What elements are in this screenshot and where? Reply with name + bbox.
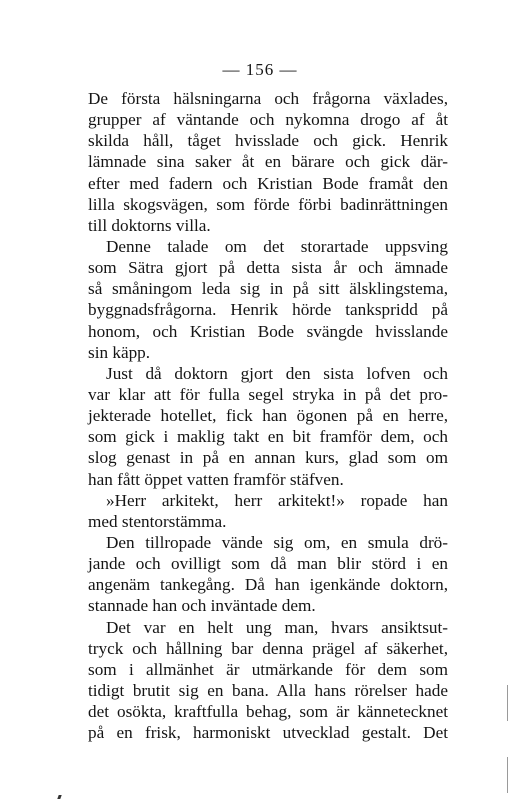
text-line: lilla skogsvägen, som förde förbi badinrättningen [88,194,448,214]
text-line: slog genast in på en annan kurs, glad som om [88,448,448,468]
text-line: Just då doktorn gjort den sista lofven och [106,363,448,383]
text-line: jande och ovilligt som då man blir störd i en [88,554,448,574]
text-line: sin käpp. [88,342,151,362]
text-line: tidigt brutit sig en bana. Alla hans rörelser hade [88,680,448,700]
body-text [88,88,448,743]
page-edge-mark [507,757,508,793]
ink-speck [57,795,61,799]
text-line: efter med fadern och Kristian Bode framåt den [88,173,448,193]
text-line: lämnade sina saker åt en bärare och gick där- [88,152,448,172]
text-line: angenäm tankegång. Då han igenkände doktorn, [88,575,448,595]
text-line: byggnadsfrågorna. Henrik hörde tankspridd på [88,300,448,320]
text-line: Denne talade om det storartade uppsving [106,236,448,256]
text-line: som gick i maklig takt en bit framför dem, och [88,427,448,447]
text-line: det osökta, kraftfulla behag, som är kännetecknet [88,702,448,722]
text-line: stannade han och inväntade dem. [88,596,316,616]
text-line: Det var en helt ung man, hvars ansiktsut- [106,617,448,637]
text-line: med stentorstämma. [88,511,227,531]
text-line: var klar att för fulla segel stryka in på det pro- [88,384,448,404]
text-line: han fått öppet vatten framför stäfven. [88,469,344,489]
text-line: Den tillropade vände sig om, en smula drö- [106,532,448,552]
text-line: »Herr arkitekt, herr arkitekt!» ropade han [106,490,448,510]
text-line: som Sätra gjort på detta sista år och ämnade [88,258,448,278]
text-line: så småningom leda sig in på sitt älsklingstema, [88,279,448,299]
text-line: till doktorns villa. [88,215,211,235]
text-line: jekterade hotellet, fick han ögonen på en herre, [88,406,448,426]
text-line: skilda håll, tåget hvisslade och gick. Henrik [88,131,448,151]
text-line: De första hälsningarna och frågorna växlades, [88,89,448,108]
page-edge-mark [507,685,508,721]
text-line: som i allmänhet är utmärkande för dem som [88,659,448,679]
text-line: på en frisk, harmoniskt utvecklad gestalt. Det [88,723,448,743]
text-line: grupper af väntande och nykomna drogo af åt [88,110,448,130]
page-number: — 156 — [222,60,298,79]
text-line: tryck och hållning bar denna prägel af säkerhet, [88,638,448,658]
text-line: honom, och Kristian Bode svängde hvisslande [88,321,448,341]
